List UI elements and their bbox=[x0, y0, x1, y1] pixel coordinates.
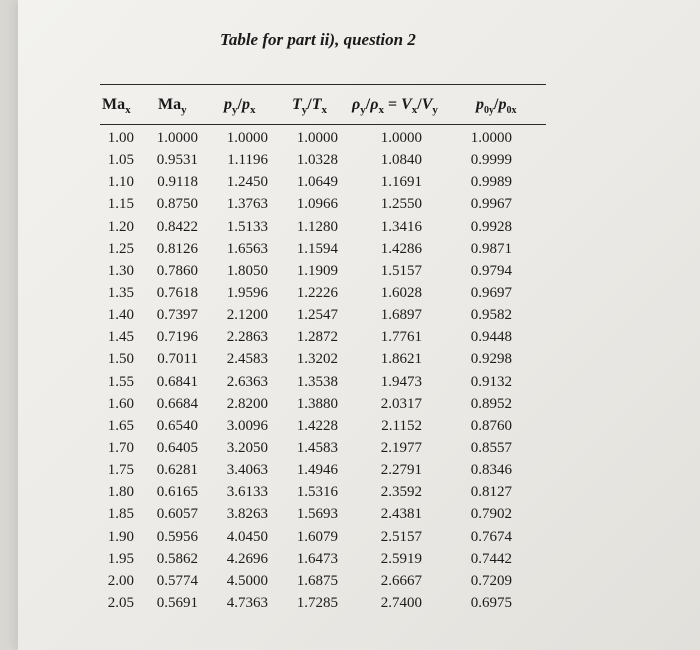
table-cell: 4.2696 bbox=[226, 550, 268, 567]
table-cell: 1.40 bbox=[107, 307, 134, 324]
table-cell: 4.7363 bbox=[226, 594, 268, 611]
table-body bbox=[0, 130, 700, 617]
table-row bbox=[0, 462, 700, 484]
table-cell: 1.50 bbox=[107, 351, 134, 368]
table-cell: 1.6028 bbox=[380, 284, 422, 301]
table-cell: 1.0000 bbox=[296, 130, 338, 146]
table-cell: 0.9448 bbox=[470, 329, 512, 346]
table-cell: 1.0840 bbox=[380, 152, 422, 169]
table-cell: 2.00 bbox=[107, 572, 134, 589]
table-cell: 0.9531 bbox=[156, 152, 198, 169]
table-cell: 1.1196 bbox=[227, 152, 268, 169]
table-row bbox=[0, 307, 700, 329]
table-cell: 1.1691 bbox=[380, 174, 422, 191]
table-header-rule bbox=[100, 124, 546, 125]
table-cell: 1.6875 bbox=[296, 572, 338, 589]
table-cell: 0.9582 bbox=[470, 307, 512, 324]
table-row bbox=[0, 551, 700, 573]
table-cell: 1.20 bbox=[107, 218, 134, 235]
table-cell: 1.4946 bbox=[296, 462, 338, 479]
table-cell: 1.8621 bbox=[380, 351, 422, 368]
table-cell: 1.00 bbox=[107, 130, 134, 146]
table-cell: 2.8200 bbox=[226, 395, 268, 412]
table-cell: 1.90 bbox=[107, 528, 134, 545]
table-cell: 1.1594 bbox=[296, 240, 338, 257]
table-cell: 1.7761 bbox=[380, 329, 422, 346]
table-row bbox=[0, 440, 700, 462]
table-cell: 3.4063 bbox=[226, 462, 268, 479]
table-cell: 0.5956 bbox=[156, 528, 198, 545]
header-density-velocity-ratio: $\rho_y/\rho_x = V_x/V_y$ bbox=[352, 96, 438, 117]
table-cell: 1.5157 bbox=[380, 262, 422, 279]
table-cell: 0.7196 bbox=[156, 329, 198, 346]
table-cell: 0.5862 bbox=[156, 550, 198, 567]
table-cell: 0.6540 bbox=[156, 417, 198, 434]
table-cell: 0.8422 bbox=[156, 218, 198, 235]
table-cell: 1.5133 bbox=[226, 218, 268, 235]
table-cell: 0.5774 bbox=[156, 572, 198, 589]
table-cell: 1.4583 bbox=[296, 439, 338, 456]
table-cell: 2.1977 bbox=[380, 439, 422, 456]
table-cell: 1.25 bbox=[107, 240, 134, 257]
table-cell: 0.8760 bbox=[470, 417, 512, 434]
table-cell: 0.9871 bbox=[470, 240, 512, 257]
table-cell: 0.8126 bbox=[156, 240, 198, 257]
table-cell: 1.30 bbox=[107, 262, 134, 279]
table-cell: 1.4228 bbox=[296, 417, 338, 434]
table-cell: 2.0317 bbox=[380, 395, 422, 412]
table-cell: 2.6363 bbox=[226, 373, 268, 390]
table-cell: 2.2863 bbox=[226, 329, 268, 346]
table-cell: 0.6165 bbox=[156, 484, 198, 501]
table-row bbox=[0, 196, 700, 218]
header-temperature-ratio: $T_y/T_x$ bbox=[292, 96, 328, 117]
table-cell: 0.8127 bbox=[470, 484, 512, 501]
table-cell: 0.7902 bbox=[470, 506, 512, 523]
table-cell: 1.15 bbox=[107, 196, 134, 213]
table-cell: 1.45 bbox=[107, 329, 134, 346]
table-row bbox=[0, 219, 700, 241]
table-cell: 0.7860 bbox=[156, 262, 198, 279]
table-header bbox=[0, 96, 700, 120]
table-cell: 4.0450 bbox=[226, 528, 268, 545]
table-cell: 1.95 bbox=[107, 550, 134, 567]
table-cell: 1.0000 bbox=[470, 130, 512, 146]
table-cell: 2.3592 bbox=[380, 484, 422, 501]
table-cell: 1.9596 bbox=[226, 284, 268, 301]
table-row bbox=[0, 529, 700, 551]
table-cell: 1.75 bbox=[107, 462, 134, 479]
table-cell: 1.0649 bbox=[296, 174, 338, 191]
table-cell: 1.2872 bbox=[296, 329, 338, 346]
table-cell: 2.1200 bbox=[226, 307, 268, 324]
table-cell: 1.80 bbox=[107, 484, 134, 501]
table-cell: 2.6667 bbox=[380, 572, 422, 589]
table-cell: 0.7209 bbox=[470, 572, 512, 589]
table-cell: 1.6079 bbox=[296, 528, 338, 545]
table-cell: 1.85 bbox=[107, 506, 134, 523]
table-cell: 0.7011 bbox=[157, 351, 198, 368]
table-cell: 0.6281 bbox=[156, 462, 198, 479]
table-cell: 1.1280 bbox=[296, 218, 338, 235]
table-cell: 1.10 bbox=[107, 174, 134, 191]
table-cell: 0.6841 bbox=[156, 373, 198, 390]
table-cell: 0.8750 bbox=[156, 196, 198, 213]
table-cell: 1.70 bbox=[107, 439, 134, 456]
table-cell: 0.7397 bbox=[156, 307, 198, 324]
table-cell: 1.2450 bbox=[226, 174, 268, 191]
table-cell: 0.9999 bbox=[470, 152, 512, 169]
table-cell: 0.7618 bbox=[156, 284, 198, 301]
table-cell: 3.8263 bbox=[226, 506, 268, 523]
table-cell: 1.3763 bbox=[226, 196, 268, 213]
table-cell: 1.35 bbox=[107, 284, 134, 301]
table-cell: 0.7674 bbox=[470, 528, 512, 545]
table-cell: 2.4583 bbox=[226, 351, 268, 368]
table-cell: 1.3202 bbox=[296, 351, 338, 368]
table-cell: 1.4286 bbox=[380, 240, 422, 257]
table-cell: 1.65 bbox=[107, 417, 134, 434]
table-row bbox=[0, 396, 700, 418]
table-cell: 1.0328 bbox=[296, 152, 338, 169]
table-cell: 1.2226 bbox=[296, 284, 338, 301]
table-cell: 0.7442 bbox=[470, 550, 512, 567]
table-cell: 0.9928 bbox=[470, 218, 512, 235]
table-row bbox=[0, 506, 700, 528]
table-cell: 2.05 bbox=[107, 594, 134, 611]
table-row bbox=[0, 152, 700, 174]
table-cell: 1.0000 bbox=[226, 130, 268, 146]
table-top-rule bbox=[100, 84, 546, 85]
table-row bbox=[0, 263, 700, 285]
table-cell: 0.9118 bbox=[157, 174, 198, 191]
table-cell: 2.5157 bbox=[380, 528, 422, 545]
table-cell: 0.9697 bbox=[470, 284, 512, 301]
table-cell: 1.3416 bbox=[380, 218, 422, 235]
table-cell: 3.0096 bbox=[226, 417, 268, 434]
table-cell: 1.0000 bbox=[156, 130, 198, 146]
table-cell: 1.55 bbox=[107, 373, 134, 390]
header-ma-x: $Ma_x$ bbox=[102, 96, 131, 117]
table-cell: 0.8557 bbox=[470, 439, 512, 456]
table-cell: 1.3538 bbox=[296, 373, 338, 390]
table-cell: 0.6057 bbox=[156, 506, 198, 523]
table-cell: 1.0966 bbox=[296, 196, 338, 213]
table-row bbox=[0, 418, 700, 440]
table-row bbox=[0, 484, 700, 506]
table-row bbox=[0, 241, 700, 263]
table-cell: 0.8952 bbox=[470, 395, 512, 412]
table-cell: 0.9967 bbox=[470, 196, 512, 213]
table-cell: 2.2791 bbox=[380, 462, 422, 479]
table-row bbox=[0, 285, 700, 307]
table-cell: 2.7400 bbox=[380, 594, 422, 611]
table-cell: 2.1152 bbox=[381, 417, 422, 434]
table-cell: 1.5316 bbox=[296, 484, 338, 501]
table-row bbox=[0, 174, 700, 196]
table-cell: 3.2050 bbox=[226, 439, 268, 456]
table-cell: 0.9298 bbox=[470, 351, 512, 368]
table-cell: 0.5691 bbox=[156, 594, 198, 611]
table-cell: 1.2550 bbox=[380, 196, 422, 213]
table-cell: 1.9473 bbox=[380, 373, 422, 390]
table-cell: 3.6133 bbox=[226, 484, 268, 501]
table-cell: 0.6975 bbox=[470, 594, 512, 611]
table-title: Table for part ii), question 2 bbox=[220, 30, 416, 49]
table-cell: 1.05 bbox=[107, 152, 134, 169]
header-pressure-ratio: $p_y/p_x$ bbox=[224, 96, 256, 117]
table-cell: 0.6405 bbox=[156, 439, 198, 456]
table-cell: 1.7285 bbox=[296, 594, 338, 611]
header-stagnation-pressure-ratio: $p_{0y}/p_{0x}$ bbox=[476, 96, 517, 117]
table-cell: 0.9989 bbox=[470, 174, 512, 191]
table-cell: 1.1909 bbox=[296, 262, 338, 279]
table-cell: 0.9132 bbox=[470, 373, 512, 390]
table-row bbox=[0, 130, 700, 152]
table-row bbox=[0, 351, 700, 373]
table-cell: 1.8050 bbox=[226, 262, 268, 279]
table-cell: 0.9794 bbox=[470, 262, 512, 279]
table-row bbox=[0, 374, 700, 396]
table-row bbox=[0, 573, 700, 595]
table-cell: 1.0000 bbox=[380, 130, 422, 146]
table-cell: 2.5919 bbox=[380, 550, 422, 567]
table-cell: 4.5000 bbox=[226, 572, 268, 589]
table-cell: 1.5693 bbox=[296, 506, 338, 523]
table-row bbox=[0, 595, 700, 617]
table-cell: 1.60 bbox=[107, 395, 134, 412]
header-ma-y: $Ma_y$ bbox=[158, 96, 187, 117]
table-cell: 1.6897 bbox=[380, 307, 422, 324]
table-cell: 0.6684 bbox=[156, 395, 198, 412]
table-row bbox=[0, 329, 700, 351]
table-cell: 1.2547 bbox=[296, 307, 338, 324]
table-cell: 2.4381 bbox=[380, 506, 422, 523]
table-cell: 1.3880 bbox=[296, 395, 338, 412]
table-cell: 1.6473 bbox=[296, 550, 338, 567]
table-cell: 0.8346 bbox=[470, 462, 512, 479]
table-cell: 1.6563 bbox=[226, 240, 268, 257]
